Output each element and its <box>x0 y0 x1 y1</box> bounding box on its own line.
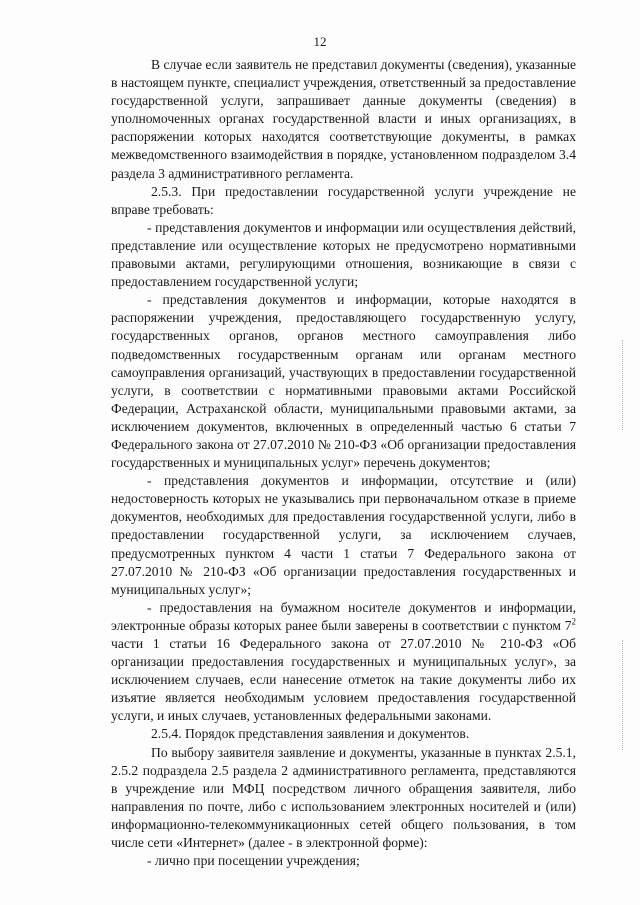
list-item-in-person: - лично при посещении учреждения; <box>147 853 360 869</box>
paper-copies-text-after: части 1 статьи 16 Федерального закона от 27.07.2010 № 210-ФЗ «Об организации предоставления государственных и муниципальных услуг», за исключением случаев, если нанесение отметок на такие документы либо их изъятие является необходимым условием предоставления государственной услуги, и иных случаев, установленных федеральными законами. <box>111 636 576 724</box>
paper-copies-superscript: 2 <box>571 616 576 627</box>
paragraph-2-5-4-heading: 2.5.4. Порядок представления заявления и документов. <box>151 726 470 742</box>
list-item-no-legal-basis: - представления документов и информации или осуществления действий, представление или осуществление которых не предусмотрено нормативными правовыми актами, регулирующими отношения, возникающие в связи с предоставлением государственной услуги; <box>111 219 576 290</box>
paragraph-interagency-request: В случае если заявитель не представил документы (сведения), указанные в настоящем пункте, специалист учреждения, ответственный за предоставление государственной услуги, запрашивает данные документы (сведения) в уполномоченных органах государственной власти и иных организациях, в распоряжении которых находятся соответствующие документы, в рамках межведомственного взаимодействия в порядке, установленном подразделом 3.4 раздела 3 административного регламента. <box>111 57 576 181</box>
scan-margin-marks <box>622 640 625 750</box>
scan-margin-marks <box>622 340 625 430</box>
document-body <box>111 56 576 870</box>
paragraph-submission-methods: По выбору заявителя заявление и документы, указанные в пунктах 2.5.1, 2.5.2 подраздела 2.5 раздела 2 административного регламента, представляются в учреждение или МФЦ посредством личного обращения заявителя, либо направления по почте, либо с использованием электронных носителей и (или) информационно-телекоммуникационных сетей общего пользования, в том числе сети «Интернет» (далее - в электронной форме): <box>111 744 576 851</box>
paragraph-2-5-3-heading: 2.5.3. При предоставлении государственной услуги учреждение не вправе требовать: <box>111 183 576 217</box>
list-item-paper-copies <box>111 599 576 726</box>
paper-copies-text-before: - предоставления на бумажном носителе документов и информации, электронные образы которых ранее были заверены в соответствии с пунктом 7 <box>111 599 576 633</box>
list-item-not-indicated-at-refusal: - представления документов и информации, отсутствие и (или) недостоверность которых не указывались при первоначальном отказе в приеме документов, необходимых для предоставления государственной услуги, либо в предоставлении государственной услуги, за исключением случаев, предусмотренных пунктом 4 части 1 статьи 7 Федерального закона от 27.07.2010 № 210-ФЗ «Об организации предоставления государственных и муниципальных услуг»; <box>111 473 576 597</box>
list-item-documents-in-possession: - представления документов и информации, которые находятся в распоряжении учреждения, предоставляющего государственную услугу, государственных органов, органов местного самоуправления либо подведомственных государственным органам или органам местного самоуправления организаций, участвующих в предоставлении государственной услуги, в соответствии с нормативными правовыми актами Российской Федерации, Астраханской области, муниципальными правовыми актами, за исключением документов, включенных в определенный частью 6 статьи 7 Федерального закона от 27.07.2010 № 210-ФЗ «Об организации предоставления государственных и муниципальных услуг» перечень документов; <box>111 292 576 471</box>
page-number: 12 <box>313 34 327 49</box>
